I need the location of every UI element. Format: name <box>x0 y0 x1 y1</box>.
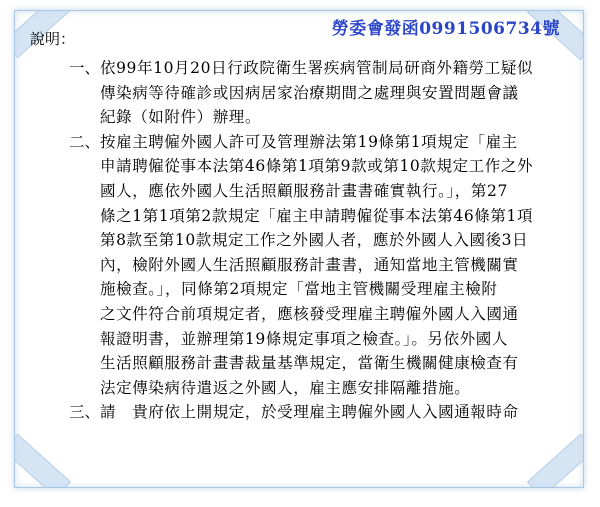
text-line: 施檢查。」，同條第2項規定「當地主管機關受理雇主檢附 <box>100 280 498 299</box>
text-line: 法定傳染病待遣返之外國人，雇主應安排隔離措施。 <box>100 378 471 397</box>
text-line: 國人，應依外國人生活照顧服務計畫書確實執行。」，第27 <box>100 181 508 200</box>
text-line: 依99年10月20日行政院衛生署疾病管制局研商外籍勞工疑似 <box>100 59 534 77</box>
text-line: 申請聘僱從事本法第46條第1項第9款或第10款規定工作之外 <box>100 157 534 176</box>
item-text <box>100 130 550 401</box>
list-item <box>30 130 550 401</box>
text-line: 紀錄（如附件）辦理。 <box>100 108 262 127</box>
text-line: 按雇主聘僱外國人許可及管理辦法第19條第1項規定「雇主 <box>100 132 518 151</box>
text-line: 報證明書，並辦理第19條規定事項之檢查。」。另依外國人 <box>100 329 508 348</box>
item-number: 一、 <box>68 59 100 77</box>
text-line: 之文件符合前項規定者，應核發受理雇主聘僱外國人入國通 <box>100 304 519 323</box>
text-line: 請 貴府依上開規定，於受理雇主聘僱外國人入國通報時命 <box>100 403 519 422</box>
tape-decoration <box>527 434 584 488</box>
text-line: 內，檢附外國人生活照顧服務計畫書，通知當地主管機關實 <box>100 255 519 274</box>
item-number: 三、 <box>68 403 100 422</box>
explanation-heading: 說明： <box>30 30 76 48</box>
list-item <box>30 56 550 130</box>
document-body <box>30 56 550 425</box>
text-line: 傳染病等待確診或因病居家治療期間之處理與安置問題會議 <box>100 83 519 102</box>
text-line: 生活照顧服務計畫書裁量基準規定，當衛生機關健康檢查有 <box>100 354 519 373</box>
item-text <box>100 400 550 425</box>
text-line: 條之1第1項第2款規定「雇主申請聘僱從事本法第46條第1項 <box>100 206 534 225</box>
list-item <box>30 400 550 425</box>
document-stamp: 勞委會發函0991506734號 <box>331 19 560 39</box>
tape-decoration <box>14 434 71 488</box>
item-number: 二、 <box>68 132 100 151</box>
text-line: 第8款至第10款規定工作之外國人者，應於外國人入國後3日 <box>100 231 529 250</box>
item-text <box>100 56 550 130</box>
